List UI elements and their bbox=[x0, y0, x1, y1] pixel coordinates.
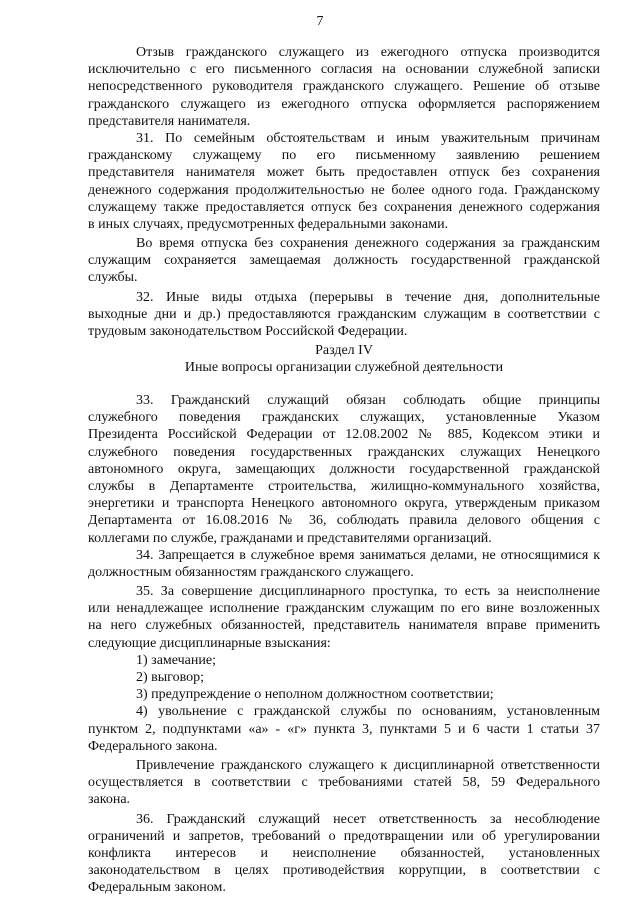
text-line: пунктом 2, подпунктами «а» - «г» пункта 3, пунктами 5 и 6 части 1 статьи 37 bbox=[88, 721, 600, 737]
text-block-bottom bbox=[88, 392, 600, 896]
text-line: на него служебных обязанностей, представитель нанимателя вправе применить bbox=[88, 618, 600, 634]
text-line: 33. Гражданский служащий обязан соблюдать общие принципы bbox=[136, 393, 600, 408]
text-line: 32. Иные виды отдыха (перерывы в течение дня, дополнительные bbox=[136, 289, 600, 305]
text-line: Отзыв гражданского служащего из ежегодного отпуска производится bbox=[136, 45, 600, 60]
text-line: Президента Российской Федерации от 12.08.2002 № 885, Кодексом этики и bbox=[88, 427, 600, 443]
page-number: 7 bbox=[316, 14, 324, 29]
paragraph-32 bbox=[88, 289, 600, 341]
text-line: конфликта интересов и неисполнение обязанностей, установленных bbox=[88, 845, 600, 861]
text-line: службы в Департаменте строительства, жилищно-коммунального хозяйства, bbox=[88, 478, 600, 494]
section-heading bbox=[88, 342, 600, 376]
text-line: энергетики и транспорта Ненецкого автономного округа, утвержденым приказом bbox=[88, 496, 600, 512]
text-line: представителя нанимателя. bbox=[88, 113, 251, 129]
text-line: осуществляется в соответствии с требованиями статей 58, 59 Федерального bbox=[88, 775, 600, 791]
text-line: службы. bbox=[88, 270, 138, 286]
section-label: Раздел IV bbox=[315, 343, 373, 358]
list-item-4 bbox=[88, 703, 600, 755]
penalty-list bbox=[88, 652, 600, 704]
text-line: должностным обязанностям гражданского служащего. bbox=[88, 564, 414, 580]
paragraph-31 bbox=[88, 130, 600, 233]
list-item: 3) предупреждение о неполном должностном соответствии; bbox=[136, 687, 494, 703]
text-line: или ненадлежащее исполнение гражданским служащим по его вине возложенных bbox=[88, 601, 600, 617]
text-line: в иных случаях, предусмотренных федеральными законами. bbox=[88, 216, 449, 232]
text-line: денежного содержания продолжительностью не более одного года. Гражданскому bbox=[88, 182, 600, 198]
text-line: трудовым законодательством Российской Федерации. bbox=[88, 324, 408, 339]
text-line: служащему также предоставляется отпуск без сохранения денежного содержания bbox=[88, 199, 600, 215]
text-line: ограничений и запретов, требований о предотвращении или об урегулировании bbox=[88, 828, 600, 844]
text-line: законодательством в целях противодействия коррупции, в соответствии с bbox=[88, 863, 600, 879]
text-line: 35. За совершение дисциплинарного проступка, то есть за неисполнение bbox=[136, 584, 600, 600]
text-line: Привлечение гражданского служащего к дисциплинарной ответственности bbox=[136, 757, 600, 773]
paragraph-31-continued bbox=[88, 235, 600, 287]
text-line: 34. Запрещается в служебное время заниматься делами, не относящимися к bbox=[136, 547, 600, 563]
paragraph-33 bbox=[88, 392, 600, 547]
paragraph-36 bbox=[88, 811, 600, 897]
text-line: гражданскому служащему по его письменному заявлению решением bbox=[88, 148, 600, 164]
paragraph-recall bbox=[88, 44, 600, 130]
paragraph-liability bbox=[88, 757, 600, 809]
text-line: служебного поведения государственных гражданских служащих Ненецкого bbox=[88, 444, 600, 460]
text-line: коллегами по службе, гражданами и представителями организаций. bbox=[88, 530, 492, 546]
text-line: Федерального закона. bbox=[88, 738, 218, 754]
section-title: Иные вопросы организации служебной деятельности bbox=[184, 360, 504, 376]
text-line: гражданского служащего из ежегодного отпуска оформляется распоряжением bbox=[88, 96, 600, 112]
text-line: автономного округа, замещающих должности государственной гражданской bbox=[88, 461, 600, 477]
text-line: служащим сохраняется замещаемая должность государственной гражданской bbox=[88, 253, 600, 269]
text-line: 4) увольнение с гражданской службы по основаниям, установленным bbox=[136, 704, 600, 720]
text-line: представителя нанимателя может быть предоставлен отпуск без сохранения bbox=[88, 165, 600, 181]
text-line: непосредственного руководителя гражданского служащего. Решение об отзыве bbox=[88, 79, 600, 95]
text-line: исключительно с его письменного согласия на основании служебной записки bbox=[88, 62, 600, 78]
text-line: Департамента от 16.08.2016 № 36, соблюдать правила делового общения с bbox=[88, 513, 600, 529]
text-line: Федеральным законом. bbox=[88, 880, 226, 896]
text-line: 31. По семейным обстоятельствам и иным уважительным причинам bbox=[136, 130, 600, 146]
paragraph-34 bbox=[88, 547, 600, 581]
text-line: выходные дни и др.) предоставляются гражданским служащим в соответствии с bbox=[88, 306, 600, 322]
text-line: 36. Гражданский служащий несет ответственность за несоблюдение bbox=[136, 811, 600, 827]
list-item: 1) замечание; bbox=[136, 652, 216, 668]
text-line: следующие дисциплинарные взыскания: bbox=[88, 635, 331, 651]
list-item: 2) выговор; bbox=[136, 670, 204, 685]
text-line: закона. bbox=[88, 792, 131, 808]
paragraph-35 bbox=[88, 583, 600, 652]
text-line: Во время отпуска без сохранения денежного содержания за гражданским bbox=[136, 236, 600, 252]
text-line: служебного поведения гражданских служащих, установленные Указом bbox=[88, 410, 600, 426]
text-block-top bbox=[88, 44, 600, 340]
